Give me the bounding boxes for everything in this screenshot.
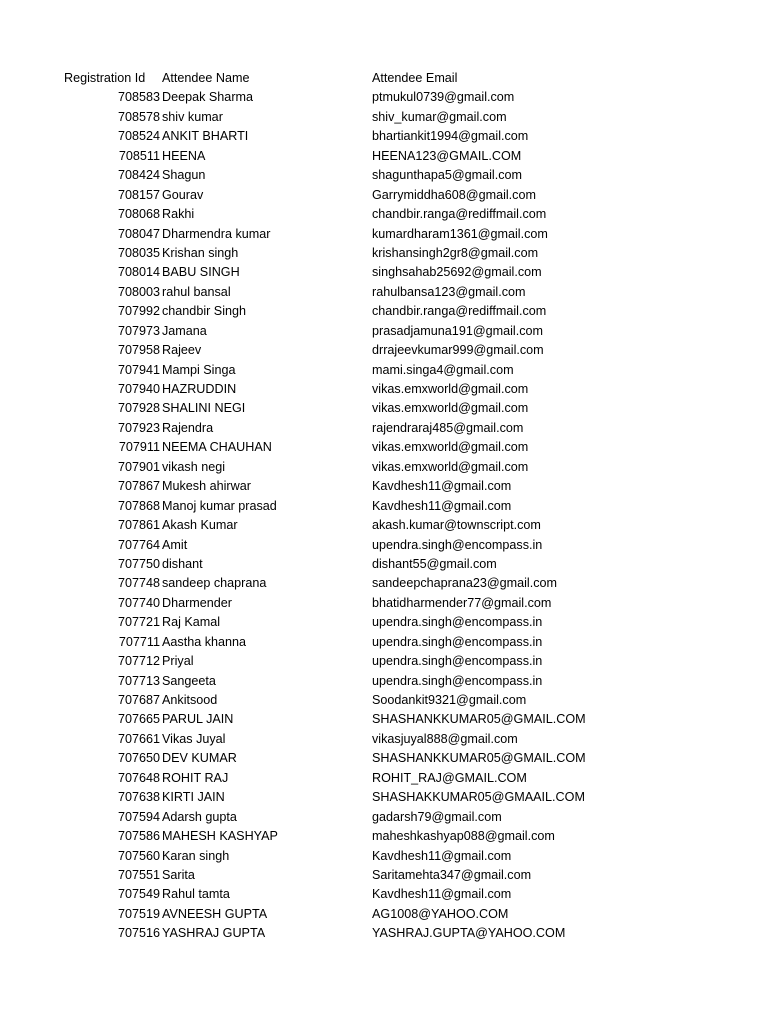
registration-id-cell: 707711 (118, 634, 160, 649)
table-row (0, 769, 768, 788)
table-row (0, 924, 768, 943)
attendee-email-cell: mami.singa4@gmail.com (372, 362, 514, 377)
attendee-name-cell: rahul bansal (162, 284, 231, 299)
attendee-name-cell: Raj Kamal (162, 615, 221, 630)
attendee-email-cell: dishant55@gmail.com (372, 556, 497, 571)
registration-id-cell: 707923 (117, 420, 160, 435)
registration-id-cell: 707551 (117, 867, 160, 882)
attendee-email-cell: Kavdhesh11@gmail.com (372, 479, 512, 494)
table-row (0, 380, 768, 399)
attendee-name-cell: Karan singh (162, 848, 230, 863)
table-row (0, 866, 768, 885)
attendee-name-cell: Mampi Singa (162, 362, 236, 377)
attendee-email-cell: krishansingh2gr8@gmail.com (372, 245, 539, 260)
table-row (0, 147, 768, 166)
registration-id-cell: 707992 (117, 304, 160, 319)
attendee-email-cell: shagunthapa5@gmail.com (372, 168, 523, 183)
attendee-email-cell: AG1008@YAHOO.COM (372, 906, 509, 921)
attendee-name-cell: Amit (162, 537, 188, 552)
attendee-email-cell: SHASHANKKUMAR05@GMAIL.COM (372, 751, 586, 766)
table-row (0, 633, 768, 652)
attendee-email-cell: vikas.emxworld@gmail.com (372, 440, 529, 455)
table-row (0, 127, 768, 146)
registration-id-cell: 707901 (117, 459, 160, 474)
table-row (0, 808, 768, 827)
attendee-name-cell: Rahul tamta (162, 887, 230, 902)
registration-id-cell: 707867 (117, 479, 160, 494)
attendee-email-cell: Soodankit9321@gmail.com (372, 693, 527, 707)
table-row (0, 710, 768, 729)
attendee-name-cell: Shagun (162, 168, 206, 183)
registration-id-cell: 708068 (117, 207, 160, 222)
attendee-name-cell: Jamana (162, 323, 207, 338)
attendee-email-cell: Kavdhesh11@gmail.com (372, 848, 512, 863)
attendee-name-cell: Rajeev (162, 343, 202, 358)
registration-id-cell: 708014 (117, 265, 160, 280)
table-row (0, 555, 768, 574)
attendee-name-cell: AVNEESH GUPTA (162, 906, 268, 921)
attendee-email-cell: upendra.singh@encompass.in (372, 615, 543, 630)
registration-id-cell: 707958 (117, 343, 160, 358)
attendee-email-cell: YASHRAJ.GUPTA@YAHOO.COM (372, 926, 566, 941)
attendee-name-cell: sandeep chaprana (162, 576, 267, 591)
registration-id-cell: 707661 (117, 731, 160, 746)
attendee-name-cell: vikash negi (162, 459, 226, 474)
attendee-email-cell: vikasjuyal888@gmail.com (372, 731, 518, 746)
table-row (0, 166, 768, 185)
attendee-email-cell: akash.kumar@townscript.com (372, 518, 541, 533)
attendee-email-cell: upendra.singh@encompass.in (372, 673, 543, 688)
attendee-name-cell: DEV KUMAR (162, 751, 237, 766)
registration-id-cell: 708583 (117, 90, 160, 105)
attendee-name-cell: Rakhi (162, 207, 195, 222)
attendee-email-cell: ROHIT_RAJ@GMAIL.COM (372, 770, 527, 785)
attendee-email-cell: Saritamehta347@gmail.com (372, 867, 532, 882)
registration-id-cell: 707638 (117, 790, 160, 805)
registration-id-cell: 707650 (117, 751, 160, 766)
attendee-email-cell: Kavdhesh11@gmail.com (372, 887, 512, 902)
table-row (0, 458, 768, 477)
table-row (0, 361, 768, 380)
attendee-email-cell: vikas.emxworld@gmail.com (372, 382, 529, 396)
table-row (0, 749, 768, 768)
attendee-name-cell: HEENA (162, 148, 206, 163)
table-row (0, 225, 768, 244)
table-row (0, 322, 768, 341)
registration-id-cell: 707516 (117, 926, 160, 941)
attendee-name-cell: dishant (162, 556, 203, 571)
attendee-email-cell: vikas.emxworld@gmail.com (372, 401, 529, 416)
registration-id-cell: 708003 (117, 284, 160, 299)
table-row (0, 788, 768, 807)
registration-id-cell: 707911 (118, 440, 160, 455)
table-row (0, 186, 768, 205)
attendee-name-cell: Aastha khanna (162, 634, 247, 649)
registration-id-header: Registration Id (64, 71, 146, 85)
attendee-table (0, 69, 768, 944)
table-row (0, 244, 768, 263)
attendee-name-cell: Sangeeta (162, 673, 216, 688)
table-row (0, 419, 768, 438)
registration-id-cell: 707941 (117, 362, 160, 377)
attendee-email-cell: shiv_kumar@gmail.com (372, 109, 507, 124)
attendee-email-cell: maheshkashyap088@gmail.com (372, 829, 555, 844)
table-row (0, 108, 768, 127)
registration-id-cell: 707748 (117, 576, 160, 591)
table-row (0, 594, 768, 613)
attendee-name-cell: Gourav (162, 187, 204, 202)
attendee-name-cell: Adarsh gupta (162, 809, 237, 824)
table-row (0, 691, 768, 710)
table-row (0, 516, 768, 535)
attendee-email-cell: kumardharam1361@gmail.com (372, 226, 548, 241)
attendee-name-cell: Mukesh ahirwar (162, 479, 251, 494)
attendee-email-cell: gadarsh79@gmail.com (372, 809, 502, 824)
attendee-name-cell: Manoj kumar prasad (162, 498, 277, 513)
table-row (0, 477, 768, 496)
table-row (0, 847, 768, 866)
table-row (0, 497, 768, 516)
table-row (0, 205, 768, 224)
attendee-email-cell: ptmukul0739@gmail.com (372, 90, 515, 105)
attendee-email-cell: HEENA123@GMAIL.COM (372, 148, 522, 163)
table-row (0, 613, 768, 632)
registration-id-cell: 707665 (117, 712, 160, 727)
attendee-email-cell: sandeepchaprana23@gmail.com (372, 576, 558, 591)
attendee-email-cell: SHASHANKKUMAR05@GMAIL.COM (372, 712, 586, 727)
table-row (0, 438, 768, 457)
registration-id-cell: 708047 (117, 226, 160, 241)
table-row (0, 263, 768, 282)
registration-id-cell: 707594 (117, 809, 160, 824)
registration-id-cell: 707750 (117, 556, 160, 571)
attendee-name-cell: ROHIT RAJ (162, 770, 229, 785)
table-row (0, 302, 768, 321)
table-row (0, 574, 768, 593)
registration-id-cell: 707687 (117, 693, 160, 707)
registration-id-cell: 707721 (117, 615, 160, 630)
attendee-email-cell: prasadjamuna191@gmail.com (372, 323, 543, 338)
registration-id-cell: 708035 (117, 245, 160, 260)
attendee-name-cell: MAHESH KASHYAP (162, 829, 278, 844)
table-row (0, 885, 768, 904)
table-row (0, 399, 768, 418)
attendee-email-cell: drrajeevkumar999@gmail.com (372, 343, 544, 358)
attendee-email-cell: chandbir.ranga@rediffmail.com (372, 304, 547, 319)
attendee-email-cell: bhatidharmender77@gmail.com (372, 595, 552, 610)
attendee-email-header: Attendee Email (372, 71, 458, 85)
table-row (0, 283, 768, 302)
attendee-name-cell: Deepak Sharma (162, 90, 254, 105)
attendee-name-cell: Priyal (162, 654, 194, 669)
attendee-name-header: Attendee Name (162, 71, 250, 85)
registration-id-cell: 707740 (117, 595, 160, 610)
registration-id-cell: 707764 (117, 537, 160, 552)
registration-id-cell: 707940 (117, 382, 160, 396)
table-row (0, 905, 768, 924)
attendee-name-cell: HAZRUDDIN (162, 382, 237, 396)
attendee-email-cell: upendra.singh@encompass.in (372, 537, 543, 552)
attendee-name-cell: PARUL JAIN (162, 712, 234, 727)
attendee-email-cell: Kavdhesh11@gmail.com (372, 498, 512, 513)
attendee-name-cell: YASHRAJ GUPTA (162, 926, 266, 941)
table-row (0, 730, 768, 749)
attendee-name-cell: ANKIT BHARTI (162, 129, 249, 144)
attendee-email-cell: upendra.singh@encompass.in (372, 654, 543, 669)
registration-id-cell: 707549 (117, 887, 160, 902)
attendee-name-cell: chandbir Singh (162, 304, 247, 319)
registration-id-cell: 707519 (117, 906, 160, 921)
registration-id-cell: 707712 (117, 654, 160, 669)
attendee-email-cell: upendra.singh@encompass.in (372, 634, 543, 649)
table-body (0, 88, 768, 943)
header-row (0, 69, 768, 88)
attendee-email-cell: rajendraraj485@gmail.com (372, 420, 524, 435)
registration-id-cell: 707973 (117, 323, 160, 338)
registration-id-cell: 707648 (117, 770, 160, 785)
registration-id-cell: 707868 (117, 498, 160, 513)
attendee-name-cell: Dharmendra kumar (162, 226, 271, 241)
attendee-name-cell: NEEMA CHAUHAN (162, 440, 272, 455)
attendee-email-cell: SHASHAKKUMAR05@GMAAIL.COM (372, 790, 585, 805)
attendee-name-cell: Sarita (162, 867, 195, 882)
registration-id-cell: 707713 (117, 673, 160, 688)
table-row (0, 341, 768, 360)
attendee-email-cell: bhartiankit1994@gmail.com (372, 129, 529, 144)
registration-id-cell: 708578 (117, 109, 160, 124)
attendee-name-cell: Rajendra (162, 420, 214, 435)
attendee-name-cell: SHALINI NEGI (162, 401, 246, 416)
registration-id-cell: 707928 (117, 401, 160, 416)
attendee-name-cell: Krishan singh (162, 245, 239, 260)
attendee-email-cell: rahulbansa123@gmail.com (372, 284, 526, 299)
table-row (0, 672, 768, 691)
registration-id-cell: 708157 (117, 187, 160, 202)
registration-id-cell: 708524 (117, 129, 160, 144)
attendee-name-cell: shiv kumar (162, 109, 223, 124)
registration-id-cell: 708424 (117, 168, 160, 183)
registration-id-cell: 707586 (117, 829, 160, 844)
registration-id-cell: 707861 (117, 518, 160, 533)
attendee-name-cell: Ankitsood (162, 693, 218, 707)
registration-id-cell: 707560 (117, 848, 160, 863)
attendee-email-cell: singhsahab25692@gmail.com (372, 265, 542, 280)
registration-id-cell: 708511 (118, 148, 160, 163)
attendee-name-cell: BABU SINGH (162, 265, 240, 280)
attendee-name-cell: Vikas Juyal (162, 731, 226, 746)
table-row (0, 827, 768, 846)
attendee-email-cell: vikas.emxworld@gmail.com (372, 459, 529, 474)
attendee-email-cell: Garrymiddha608@gmail.com (372, 187, 536, 202)
table-row (0, 652, 768, 671)
table-row (0, 88, 768, 107)
attendee-name-cell: KIRTI JAIN (162, 790, 225, 805)
attendee-email-cell: chandbir.ranga@rediffmail.com (372, 207, 547, 222)
attendee-name-cell: Akash Kumar (162, 518, 238, 533)
attendee-name-cell: Dharmender (162, 595, 232, 610)
table-row (0, 536, 768, 555)
